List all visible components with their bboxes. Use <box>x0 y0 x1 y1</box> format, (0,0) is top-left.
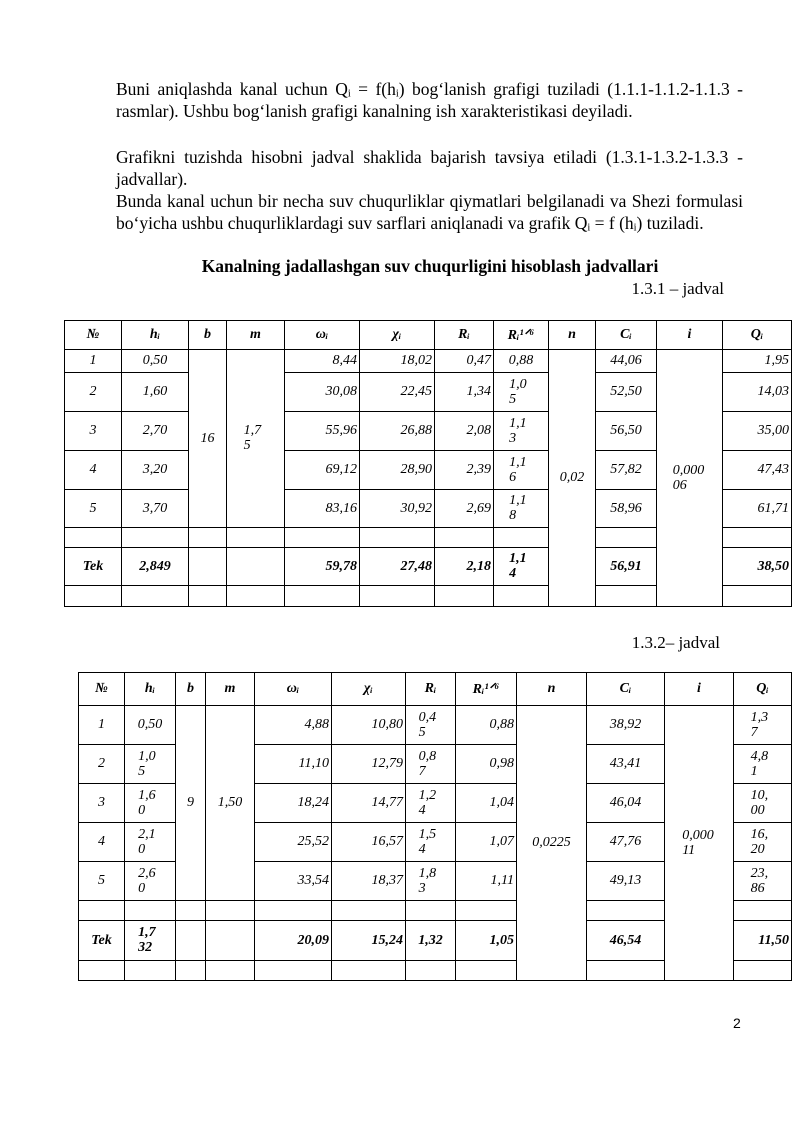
cell-c: 56,50 <box>596 412 657 451</box>
header-cell: Cᵢ <box>596 321 657 350</box>
cell-r16: 1,07 <box>456 823 517 862</box>
cell-h <box>125 823 176 862</box>
cell-h: 3,20 <box>122 451 189 490</box>
cell-r16 <box>494 490 549 528</box>
table-1-3-2 <box>78 672 792 981</box>
header-cell: b <box>189 321 227 350</box>
table-header-row <box>79 673 792 706</box>
cell-q <box>734 823 792 862</box>
cell-no: 1 <box>65 350 122 373</box>
header-cell: χᵢ <box>332 673 406 706</box>
cell-omega: 55,96 <box>285 412 360 451</box>
cell-tek-chi: 15,24 <box>332 921 406 961</box>
cell-h-value: 2,60 <box>138 865 156 896</box>
header-cell: n <box>549 321 596 350</box>
cell-r16-value: 1,13 <box>509 415 527 446</box>
cell-b: 9 <box>176 706 206 901</box>
cell-i-value: 0,00006 <box>672 462 705 493</box>
cell-q: 47,43 <box>723 451 792 490</box>
cell-r <box>406 706 456 745</box>
header-cell: Rᵢ¹ᐟ⁶ <box>494 321 549 350</box>
cell-tek-r16: 1,05 <box>456 921 517 961</box>
cell-r <box>406 862 456 901</box>
cell-h-value: 2,10 <box>138 826 156 857</box>
cell-r16: 0,98 <box>456 745 517 784</box>
cell-chi: 18,37 <box>332 862 406 901</box>
cell-n: 0,0225 <box>517 706 587 981</box>
cell-tek-label: Tek <box>65 548 122 586</box>
cell-r: 2,08 <box>435 412 494 451</box>
cell-c: 43,41 <box>587 745 665 784</box>
cell-c: 52,50 <box>596 373 657 412</box>
cell-q <box>734 862 792 901</box>
cell-h: 0,50 <box>125 706 176 745</box>
cell-h: 1,60 <box>122 373 189 412</box>
cell-q <box>734 706 792 745</box>
cell-r16-value: 1,05 <box>509 376 527 407</box>
cell-tek-c: 56,91 <box>596 548 657 586</box>
cell-r16 <box>494 451 549 490</box>
cell-chi: 16,57 <box>332 823 406 862</box>
header-cell: № <box>79 673 125 706</box>
cell-chi: 10,80 <box>332 706 406 745</box>
cell-chi: 14,77 <box>332 784 406 823</box>
cell-chi: 28,90 <box>360 451 435 490</box>
cell-i <box>657 350 723 607</box>
paragraph-recommendation: Grafikni tuzishda hisobni jadval shaklida bajarish tavsiya etiladi (1.3.1-1.3.2-1.3.3 - jadvallar). <box>116 147 743 189</box>
table-row <box>65 350 792 373</box>
cell-omega: 25,52 <box>255 823 332 862</box>
cell-no: 2 <box>79 745 125 784</box>
cell-r16-value: 1,18 <box>509 493 527 523</box>
cell-m <box>227 350 285 528</box>
cell-c: 46,04 <box>587 784 665 823</box>
cell-tek-h: 2,849 <box>122 548 189 586</box>
cell-n: 0,02 <box>549 350 596 607</box>
cell-r: 0,47 <box>435 350 494 373</box>
cell-q-value: 4,81 <box>750 748 769 779</box>
cell-tek-r: 1,32 <box>406 921 456 961</box>
cell-r-value: 1,24 <box>418 787 437 818</box>
header-cell: hᵢ <box>125 673 176 706</box>
cell-h-value: 1,60 <box>138 787 156 818</box>
cell-tek-h-value: 1,732 <box>138 925 156 955</box>
header-cell: ωᵢ <box>285 321 360 350</box>
cell-i <box>665 706 734 981</box>
table1-label: 1.3.1 – jadval <box>631 279 724 298</box>
header-cell: Rᵢ <box>435 321 494 350</box>
cell-q: 35,00 <box>723 412 792 451</box>
cell-h-value: 1,05 <box>138 748 156 779</box>
cell-i-value: 0,00011 <box>682 827 714 858</box>
header-cell: Cᵢ <box>587 673 665 706</box>
table-row <box>79 706 792 745</box>
cell-no: 1 <box>79 706 125 745</box>
cell-tek-omega: 20,09 <box>255 921 332 961</box>
cell-r16 <box>494 373 549 412</box>
cell-tek-label: Tek <box>79 921 125 961</box>
header-cell: hᵢ <box>122 321 189 350</box>
header-cell: Rᵢ <box>406 673 456 706</box>
cell-chi: 26,88 <box>360 412 435 451</box>
cell-q <box>734 784 792 823</box>
cell-r-value: 0,45 <box>418 709 437 740</box>
cell-q <box>734 745 792 784</box>
cell-r16-value: 1,16 <box>509 454 527 485</box>
table-header-row <box>65 321 792 350</box>
cell-omega: 30,08 <box>285 373 360 412</box>
cell-h: 0,50 <box>122 350 189 373</box>
cell-chi: 12,79 <box>332 745 406 784</box>
cell-tek-r: 2,18 <box>435 548 494 586</box>
header-cell: Qᵢ <box>723 321 792 350</box>
cell-r: 1,34 <box>435 373 494 412</box>
cell-r16 <box>494 412 549 451</box>
table2-label: 1.3.2– jadval <box>631 633 720 652</box>
cell-omega: 83,16 <box>285 490 360 528</box>
cell-omega: 18,24 <box>255 784 332 823</box>
header-cell: m <box>227 321 285 350</box>
cell-omega: 33,54 <box>255 862 332 901</box>
cell-c: 47,76 <box>587 823 665 862</box>
cell-h <box>125 745 176 784</box>
cell-omega: 4,88 <box>255 706 332 745</box>
cell-r <box>406 784 456 823</box>
cell-r16: 0,88 <box>456 706 517 745</box>
page-number: 2 <box>733 1015 741 1031</box>
header-cell: n <box>517 673 587 706</box>
cell-tek-h <box>125 921 176 961</box>
cell-q: 1,95 <box>723 350 792 373</box>
cell-no: 5 <box>79 862 125 901</box>
cell-r16: 1,04 <box>456 784 517 823</box>
cell-no: 5 <box>65 490 122 528</box>
cell-r16: 0,88 <box>494 350 549 373</box>
cell-r: 2,39 <box>435 451 494 490</box>
cell-q-value: 23,86 <box>750 865 769 896</box>
cell-r-value: 1,54 <box>418 826 437 857</box>
cell-h: 3,70 <box>122 490 189 528</box>
cell-tek-r16-value: 1,14 <box>509 551 527 581</box>
header-cell: ωᵢ <box>255 673 332 706</box>
cell-r-value: 0,87 <box>418 748 437 779</box>
cell-tek-q: 38,50 <box>723 548 792 586</box>
cell-c: 38,92 <box>587 706 665 745</box>
cell-r <box>406 823 456 862</box>
cell-q-value: 1,37 <box>750 709 769 740</box>
cell-h: 2,70 <box>122 412 189 451</box>
header-cell: i <box>665 673 734 706</box>
header-cell: b <box>176 673 206 706</box>
cell-no: 4 <box>65 451 122 490</box>
header-cell: Rᵢ¹ᐟ⁶ <box>456 673 517 706</box>
header-cell: Qᵢ <box>734 673 792 706</box>
cell-tek-c: 46,54 <box>587 921 665 961</box>
header-cell: № <box>65 321 122 350</box>
cell-m: 1,50 <box>206 706 255 901</box>
cell-c: 49,13 <box>587 862 665 901</box>
cell-omega: 11,10 <box>255 745 332 784</box>
cell-tek-q: 11,50 <box>734 921 792 961</box>
cell-no: 3 <box>79 784 125 823</box>
cell-chi: 22,45 <box>360 373 435 412</box>
cell-h <box>125 784 176 823</box>
section-heading: Kanalning jadallashgan suv chuqurligini hisoblash jadvallari <box>201 256 659 276</box>
paragraph-method: Bunda kanal uchun bir necha suv chuqurliklar qiymatlari belgilanadi va Shezi formulasi bo‘yicha ushbu chuqurliklardagi suv sarflari aniqlanadi va grafik Qᵢ = f (hᵢ) tuziladi. <box>116 191 743 233</box>
cell-q-value: 16,20 <box>750 826 769 857</box>
cell-tek-r16 <box>494 548 549 586</box>
cell-r-value: 1,83 <box>418 865 437 896</box>
cell-no: 4 <box>79 823 125 862</box>
cell-c: 44,06 <box>596 350 657 373</box>
cell-chi: 30,92 <box>360 490 435 528</box>
table-1-3-1 <box>64 320 792 607</box>
cell-c: 58,96 <box>596 490 657 528</box>
cell-h <box>125 862 176 901</box>
cell-omega: 8,44 <box>285 350 360 373</box>
header-cell: m <box>206 673 255 706</box>
header-cell: i <box>657 321 723 350</box>
header-cell: χᵢ <box>360 321 435 350</box>
cell-b: 16 <box>189 350 227 528</box>
cell-m-value: 1,75 <box>243 423 262 453</box>
cell-no: 2 <box>65 373 122 412</box>
cell-c: 57,82 <box>596 451 657 490</box>
cell-tek-chi: 27,48 <box>360 548 435 586</box>
cell-r16: 1,11 <box>456 862 517 901</box>
cell-chi: 18,02 <box>360 350 435 373</box>
cell-r: 2,69 <box>435 490 494 528</box>
paragraph-intro: Buni aniqlashda kanal uchun Qᵢ = f(hᵢ) bog‘lanish grafigi tuziladi (1.1.1-1.1.2-1.1.3 - rasmlar). Ushbu bog‘lanish grafigi kanalning ish xarakteristikasi deyiladi. <box>116 79 743 121</box>
cell-q: 14,03 <box>723 373 792 412</box>
cell-no: 3 <box>65 412 122 451</box>
cell-omega: 69,12 <box>285 451 360 490</box>
cell-r <box>406 745 456 784</box>
cell-q-value: 10,00 <box>750 787 769 818</box>
cell-q: 61,71 <box>723 490 792 528</box>
cell-tek-omega: 59,78 <box>285 548 360 586</box>
